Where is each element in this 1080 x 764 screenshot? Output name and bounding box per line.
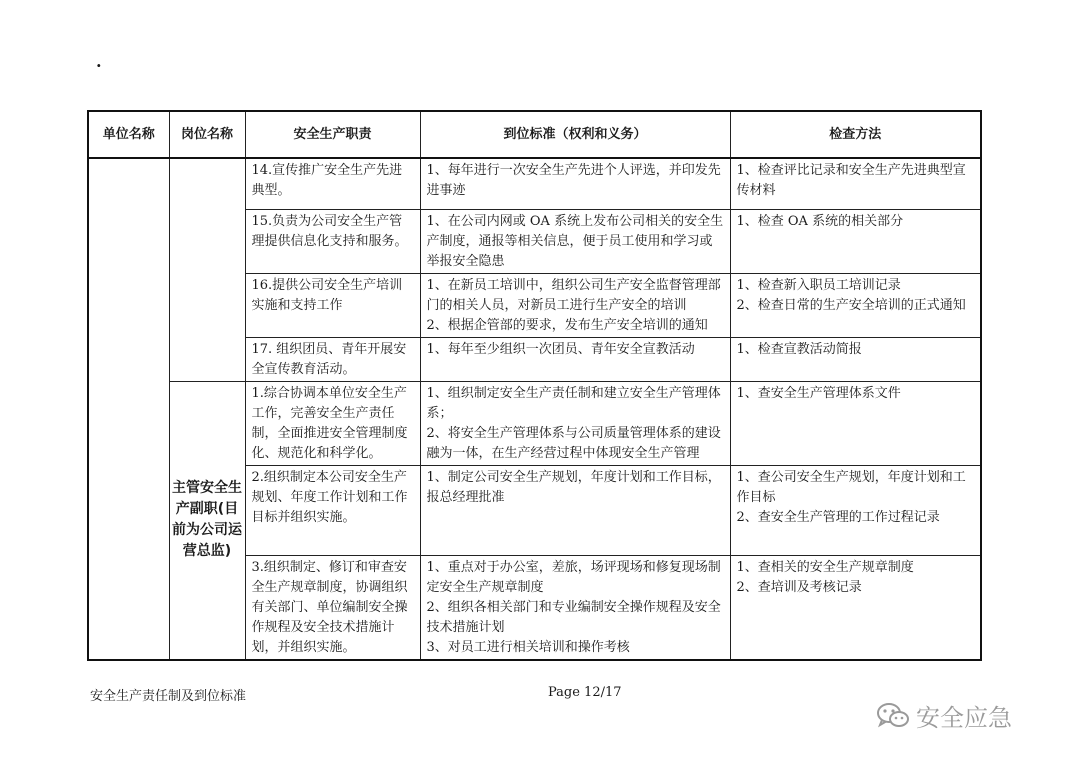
check-cell: 1、查公司安全生产规划，年度计划和工作目标 2、查安全生产管理的工作过程记录	[730, 465, 981, 555]
responsibility-table	[87, 110, 982, 661]
header-unit-name: 单位名称	[88, 111, 169, 158]
header-post-name: 岗位名称	[169, 111, 245, 158]
footer-document-title: 安全生产责任制及到位标准	[90, 689, 247, 704]
duty-cell: 1.综合协调本单位安全生产工作，完善安全生产责任制，全面推进安全管理制度化、规范化和科学化。	[245, 381, 420, 465]
check-cell: 1、查安全生产管理体系文件	[730, 381, 981, 465]
standard-cell: 1、每年进行一次安全生产先进个人评选，并印发先进事迹	[420, 158, 730, 209]
duty-cell: 17. 组织团员、青年开展安全宣传教育活动。	[245, 337, 420, 381]
post-cell-deputy: 主管安全生产副职(目前为公司运营总监)	[169, 381, 245, 660]
standard-cell: 1、在公司内网或 OA 系统上发布公司相关的安全生产制度，通报等相关信息，便于员工使用和学习或举报安全隐患	[420, 209, 730, 273]
duty-cell: 14.宣传推广安全生产先进典型。	[245, 158, 420, 209]
post-cell-empty	[169, 158, 245, 381]
header-standard: 到位标准（权利和义务）	[420, 111, 730, 158]
table-row	[88, 158, 981, 209]
watermark-text: 安全应急	[916, 704, 1012, 732]
header-safety-duty: 安全生产职责	[245, 111, 420, 158]
standard-cell: 1、每年至少组织一次团员、青年安全宣教活动	[420, 337, 730, 381]
footer-page-number: Page 12/17	[548, 685, 622, 700]
wechat-icon	[876, 702, 910, 730]
table-row	[88, 381, 981, 465]
check-cell: 1、检查宣教活动简报	[730, 337, 981, 381]
standard-cell: 1、制定公司安全生产规划，年度计划和工作目标，报总经理批准	[420, 465, 730, 555]
standard-cell: 1、组织制定安全生产责任制和建立安全生产管理体系； 2、将安全生产管理体系与公司质量管理体系的建设融为一体，在生产经营过程中体现安全生产管理	[420, 381, 730, 465]
table-header-row	[88, 111, 981, 158]
duty-cell: 2.组织制定本公司安全生产规划、年度工作计划和工作目标并组织实施。	[245, 465, 420, 555]
check-cell: 1、检查新入职员工培训记录 2、检查日常的生产安全培训的正式通知	[730, 273, 981, 337]
check-cell: 1、检查评比记录和安全生产先进典型宣传材料	[730, 158, 981, 209]
check-cell: 1、检查 OA 系统的相关部分	[730, 209, 981, 273]
header-check-method: 检查方法	[730, 111, 981, 158]
unit-cell	[88, 158, 169, 660]
standard-cell: 1、重点对于办公室，差旅，场评现场和修复现场制定安全生产规章制度 2、组织各相关部门和专业编制安全操作规程及安全技术措施计划 3、对员工进行相关培训和操作考核	[420, 555, 730, 660]
check-cell: 1、查相关的安全生产规章制度 2、查培训及考核记录	[730, 555, 981, 660]
duty-cell: 16.提供公司安全生产培训实施和支持工作	[245, 273, 420, 337]
standard-cell: 1、在新员工培训中，组织公司生产安全监督管理部门的相关人员，对新员工进行生产安全的培训 2、根据企管部的要求，发布生产安全培训的通知	[420, 273, 730, 337]
page-marker: .	[96, 52, 102, 71]
duty-cell: 15.负责为公司安全生产管理提供信息化支持和服务。	[245, 209, 420, 273]
duty-cell: 3.组织制定、修订和审查安全生产规章制度，协调组织有关部门、单位编制安全操作规程及安全技术措施计划，并组织实施。	[245, 555, 420, 660]
watermark	[876, 698, 1012, 733]
